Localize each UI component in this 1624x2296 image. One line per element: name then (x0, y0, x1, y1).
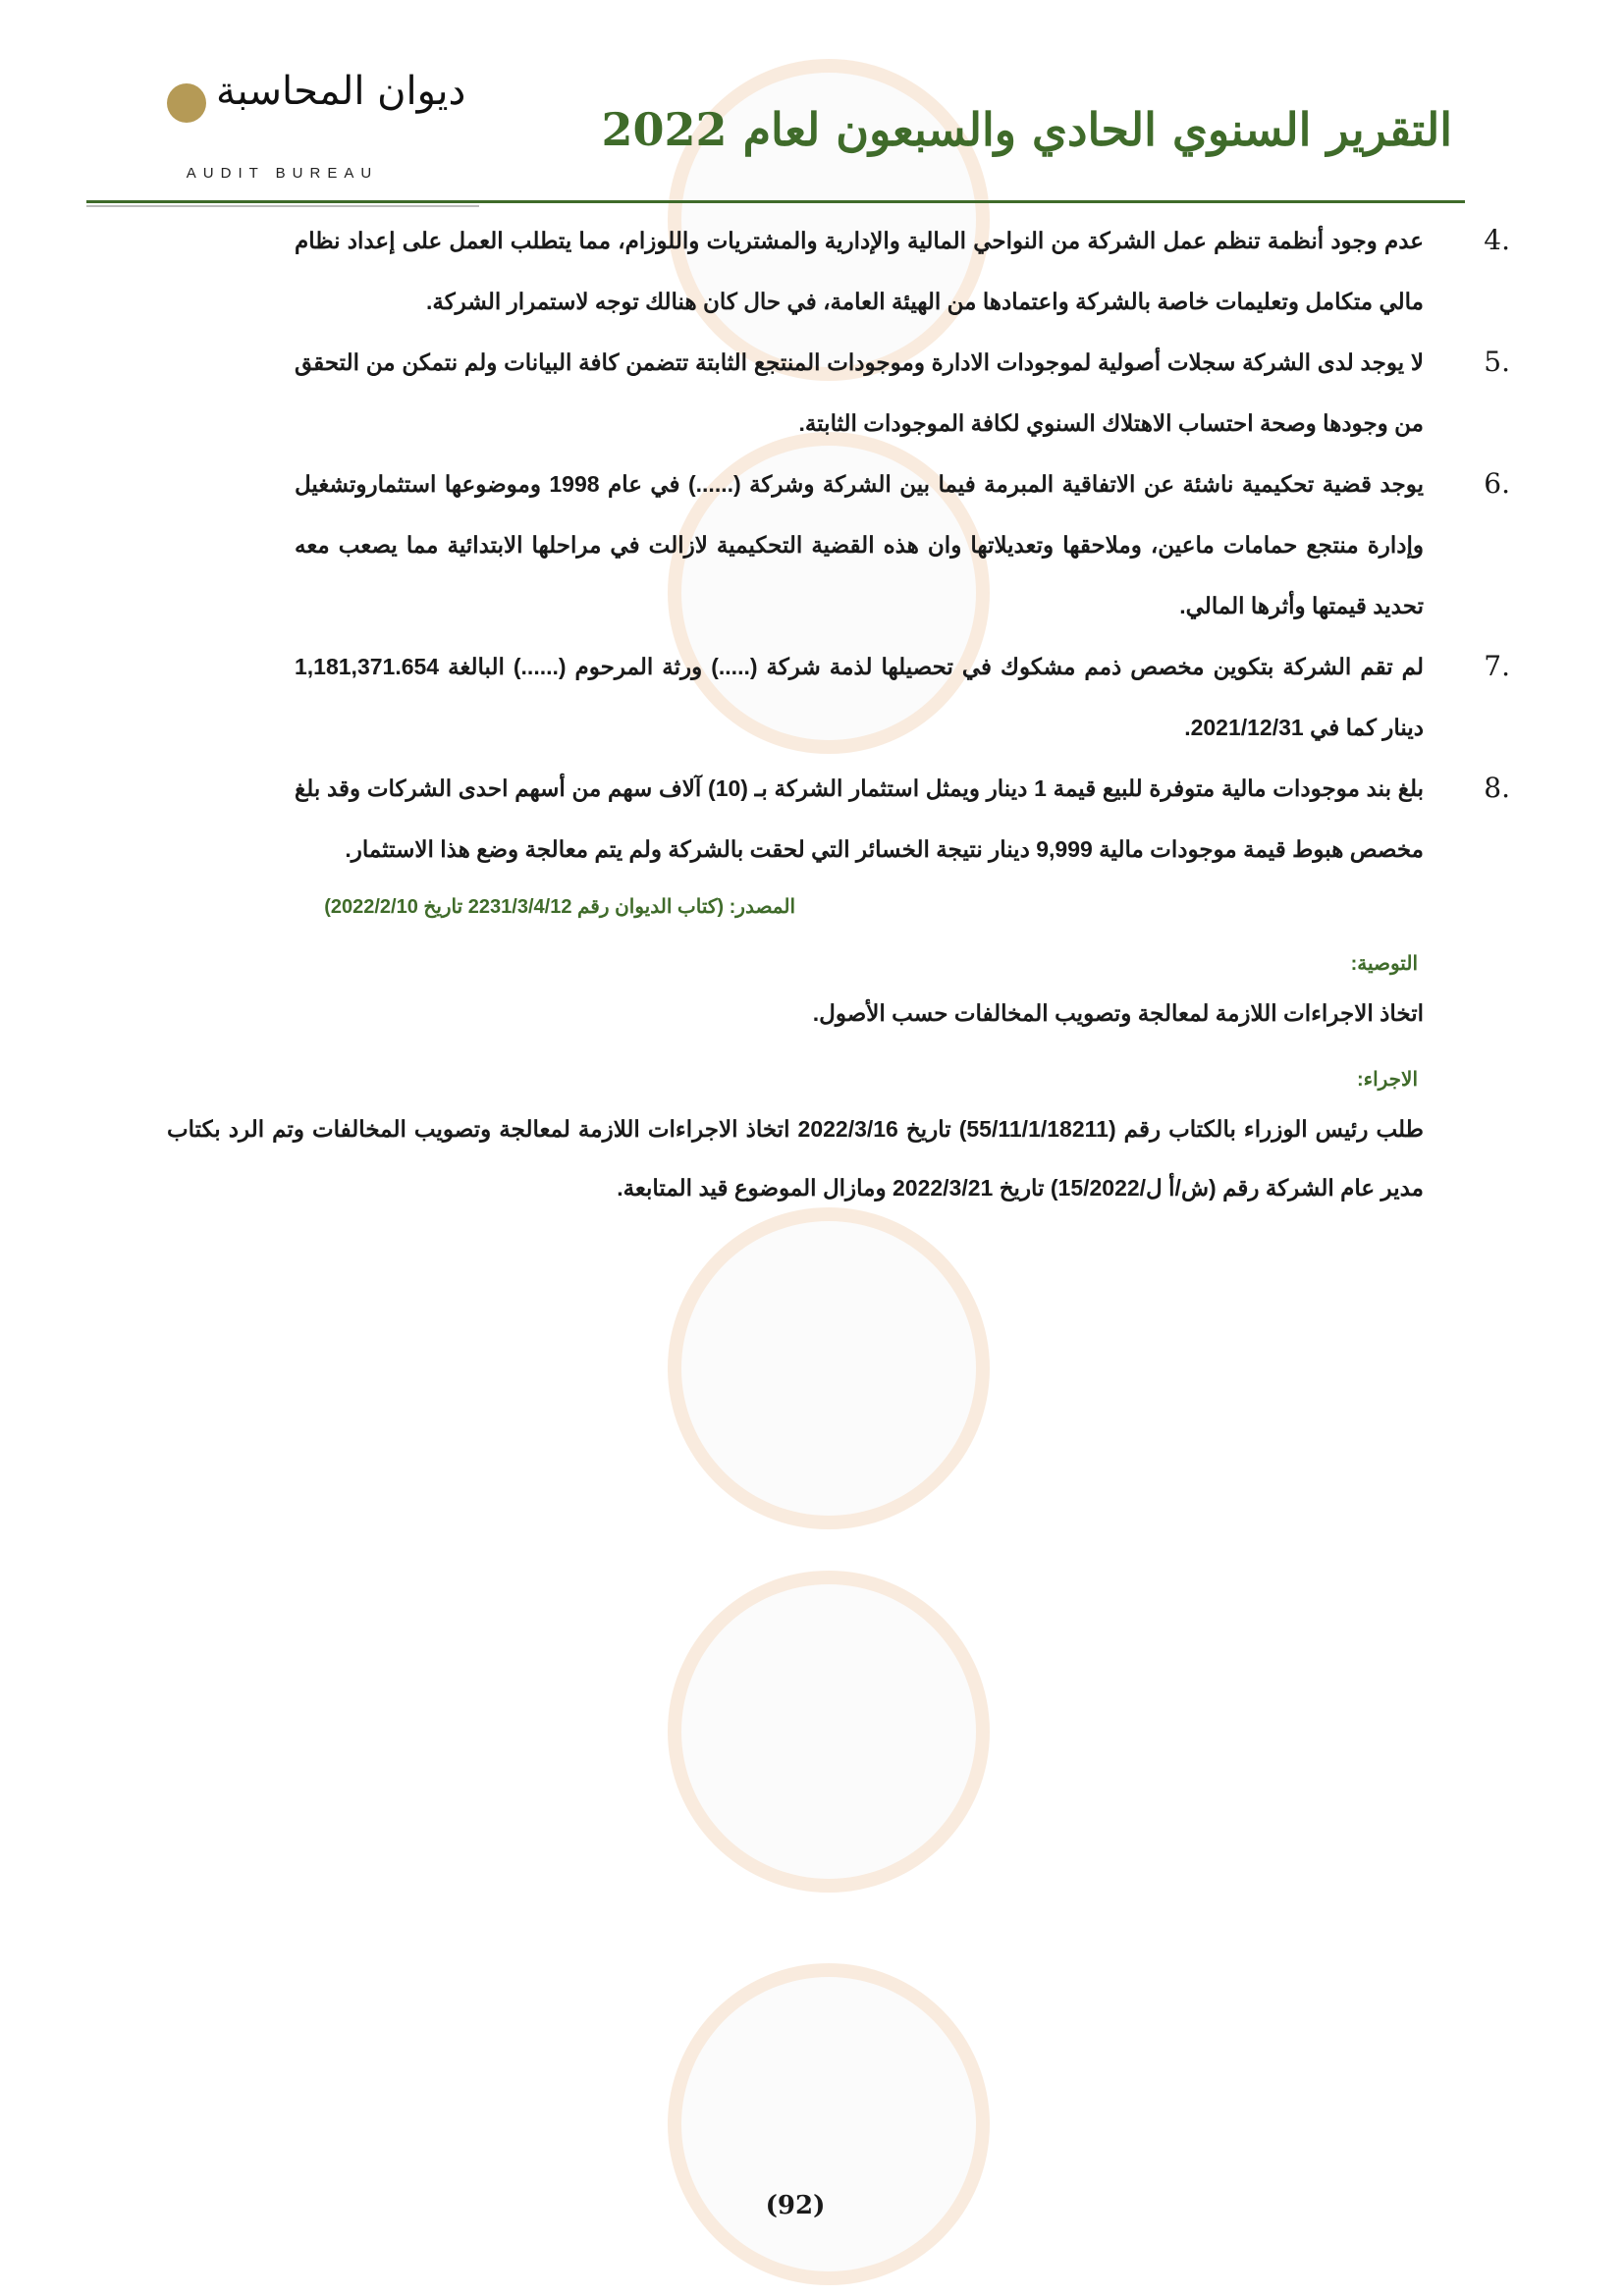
finding-item (295, 332, 1510, 454)
recommendation-label: التوصية: (1350, 953, 1418, 975)
page-content (167, 210, 1510, 1217)
source-reference: المصدر: (كتاب الديوان رقم 2231/3/4/12 تاريخ 2022/2/10) (324, 896, 795, 918)
item-text: لم تقم الشركة بتكوين مخصص ذمم مشكوك في تحصيلها لذمة شركة (.....) ورثة المرحوم (......) البالغة 1,181,371.654 دينار كما في 2021/12/31. (295, 654, 1424, 740)
action-text: طلب رئيس الوزراء بالكتاب رقم (55/11/1/18211) تاريخ 2022/3/16 اتخاذ الاجراءات اللازمة لمعالجة وتصويب المخالفات وتم الرد بكتاب مدير عام الشركة رقم (ش/أ ل/15/2022) تاريخ 2022/3/21 ومازال الموضوع قيد المتابعة. (167, 1116, 1424, 1201)
action-label: الاجراء: (1357, 1069, 1418, 1091)
report-title: التقرير السنوي الحادي والسبعون لعام 2022 (601, 103, 1452, 156)
item-number: 6. (1484, 467, 1510, 500)
logo-english: AUDIT BUREAU (186, 165, 379, 182)
watermark-clock (668, 1207, 990, 1529)
finding-item (295, 758, 1510, 880)
finding-item (295, 636, 1510, 758)
item-text: لا يوجد لدى الشركة سجلات أصولية لموجودات الادارة وموجودات المنتجع الثابتة تتضمن كافة البيانات ولم نتمكن من التحقق من وجودها وصحة احتساب الاهتلاك السنوي لكافة الموجودات الثابتة. (295, 349, 1424, 436)
page-number: (92) (765, 2191, 826, 2220)
recommendation-text: اتخاذ الاجراءات اللازمة لمعالجة وتصويب المخالفات حسب الأصول. (812, 1000, 1424, 1026)
item-number: 4. (1484, 224, 1510, 256)
emblem-icon (167, 83, 206, 123)
header-divider-secondary (86, 205, 479, 207)
watermark-clock (668, 1571, 990, 1893)
item-number: 8. (1484, 772, 1510, 804)
watermark-clock (668, 1963, 990, 2285)
finding-item (295, 210, 1510, 332)
item-text: عدم وجود أنظمة تنظم عمل الشركة من النواحي المالية والإدارية والمشتريات واللوزام، مما يتطلب العمل على إعداد نظام مالي متكامل وتعليمات خاصة بالشركة واعتمادها من الهيئة العامة، في حال كان هنالك توجه لاستمرار الشركة. (295, 228, 1424, 314)
header-divider (86, 200, 1465, 203)
audit-bureau-logo (147, 54, 466, 191)
item-number: 5. (1484, 346, 1510, 378)
item-text: يوجد قضية تحكيمية ناشئة عن الاتفاقية المبرمة فيما بين الشركة وشركة (......) في عام 1998 وموضوعها استثماروتشغيل وإدارة منتجع حمامات ماعين، وملاحقها وتعديلاتها وان هذه القضية التحكيمية لازالت في مراحلها الابتدائية مما يصعب معه تحديد قيمتها وأثرها المالي. (295, 471, 1424, 618)
item-number: 7. (1484, 650, 1510, 682)
item-text: بلغ بند موجودات مالية متوفرة للبيع قيمة 1 دينار ويمثل استثمار الشركة بـ (10) آلاف سهم من أسهم احدى الشركات وقد بلغ مخصص هبوط قيمة موجودات مالية 9,999 دينار نتيجة الخسائر التي لحقت بالشركة ولم يتم معالجة وضع هذا الاستثمار. (295, 775, 1424, 862)
finding-item (295, 454, 1510, 636)
logo-arabic: ديوان المحاسبة (216, 69, 466, 114)
